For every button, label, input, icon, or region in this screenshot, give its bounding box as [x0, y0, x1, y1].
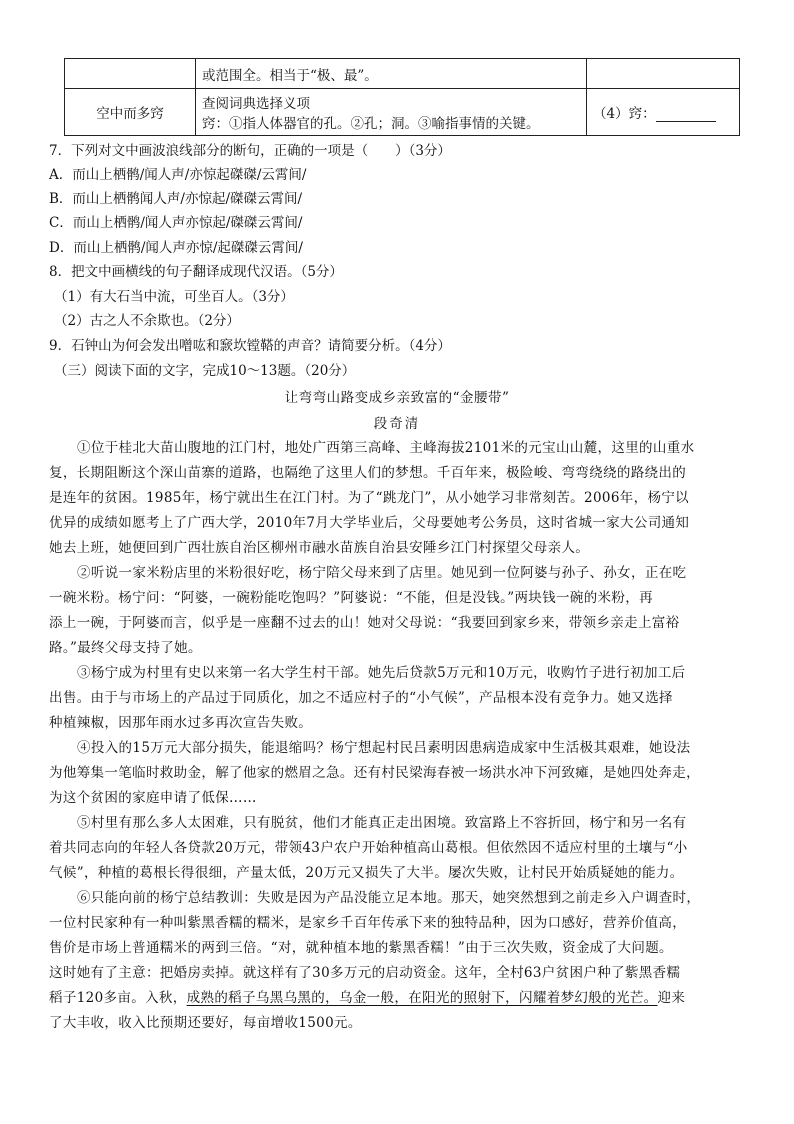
definition-text: 窍：①指人体器官的孔。②孔；洞。③喻指事情的关键。	[202, 116, 540, 132]
vocab-table	[64, 58, 740, 136]
option-d: D．而山上栖鹘/闻人声亦惊/起磔磔云霄间/	[49, 240, 303, 256]
article-line: 为他筹集一笔临时救助金，解了他家的燃眉之急。还有村民梁海春被一场洪水冲下河致瘫，是她四处奔走，	[49, 765, 700, 781]
article-line: 路。”最终父母支持了她。	[49, 640, 202, 656]
question-8-2: （2）古之人不余欺也。（2分）	[54, 313, 240, 329]
article-line	[49, 988, 744, 1008]
article-text: 迎来	[657, 990, 686, 1006]
definition-heading: 查阅词典选择义项	[202, 96, 310, 112]
article-line: 添上一碗，于阿婆而言，似乎是一座翻不过去的山！她对父母说：“我要回到家乡来，带领乡亲走上富裕	[49, 615, 680, 631]
answer-blank[interactable]	[656, 107, 716, 122]
article-line: 一碗米粉。杨宁问：“阿婆，一碗粉能吃饱吗？”阿婆说：“不能，但是没钱。”两块钱一碗的米粉，再	[49, 590, 653, 606]
article-line: ①位于桂北大苗山腹地的江门村，地处广西第三高峰、主峰海拔2101米的元宝山山麓，这里的山重水	[77, 440, 695, 456]
table-row	[65, 59, 740, 89]
table-cell: 或范围全。相当于“极、最”。	[196, 59, 587, 89]
article-line: 着共同志向的年轻人各贷款20万元，带领43户农户开始种植高山葛根。但依然因不适应村里的土壤与“小	[49, 840, 688, 856]
underlined-sentence: 成熟的稻子乌黑乌黑的，乌金一般，在阳光的照射下，闪耀着梦幻般的光芒。	[186, 990, 658, 1006]
article-line: 了大丰收，收入比预期还要好，每亩增收1500元。	[49, 1015, 362, 1031]
question-8: 8．把文中画横线的句子翻译成现代汉语。（5分）	[49, 264, 343, 280]
article-author: 段奇清	[373, 416, 421, 432]
table-cell	[65, 59, 196, 89]
answer-label: （4）窍：	[593, 106, 656, 122]
table-cell	[587, 59, 740, 89]
question-7: 7．下列对文中画波浪线部分的断句，正确的一项是（ ）（3分）	[49, 143, 451, 159]
question-8-1: （1）有大石当中流，可坐百人。（3分）	[54, 289, 294, 305]
article-line: 出售。由于与市场上的产品过于同质化，加之不适应村子的“小气候”，产品根本没有竞争力。她又选择	[49, 690, 673, 706]
article-line: 种植辣椒，因那年雨水过多再次宣告失败。	[49, 715, 313, 731]
article-line: ②听说一家米粉店里的米粉很好吃，杨宁陪父母来到了店里。她见到一位阿婆与孙子、孙女，正在吃	[77, 565, 687, 581]
article-line: ⑥只能向前的杨宁总结教训：失败是因为产品没能立足本地。那天，她突然想到之前走乡入户调查时，	[77, 890, 701, 906]
article-line: 为这个贫困的家庭申请了低保……	[49, 790, 257, 806]
article-line: 复，长期阻断这个深山苗寨的道路，也隔绝了这里人们的梦想。千百年来，极险峻、弯弯绕绕的路绕出的	[49, 465, 687, 481]
article-line: 是连年的贫困。1985年，杨宁就出生在江门村。为了“跳龙门”，从小她学习非常刻苦。2006年，杨宁以	[49, 490, 690, 506]
article-title: 让弯弯山路变成乡亲致富的“金腰带”	[284, 390, 510, 406]
article-line: 她去上班，她便回到广西壮族自治区柳州市融水苗族自治县安陲乡江门村探望父母亲人。	[49, 540, 590, 556]
table-cell-answer	[587, 89, 740, 136]
article-line: ④投入的15万元大部分损失，能退缩吗？杨宁想起村民吕素明因患病造成家中生活极其艰难，她设法	[77, 740, 691, 756]
table-cell-term: 空中而多窍	[65, 89, 196, 136]
article-line: ③杨宁成为村里有史以来第一名大学生村干部。她先后贷款5万元和10万元，收购竹子进行初加工后	[77, 665, 686, 681]
article-line: 气候”，种植的葛根长得很细，产量太低，20万元又损失了大半。屡次失败，让村民开始质疑她的能力。	[49, 865, 684, 881]
article-text: 稻子120多亩。入秋，	[49, 990, 187, 1006]
article-line: ⑤村里有那么多人太困难，只有脱贫，他们才能真正走出困境。致富路上不容折回，杨宁和另一名有	[77, 815, 687, 831]
article-line: 优异的成绩如愿考上了广西大学，2010年7月大学毕业后，父母要她考公务员，这时省城一家大公司通知	[49, 515, 690, 531]
section-3-heading: （三）阅读下面的文字，完成10～13题。（20分）	[54, 363, 356, 379]
article-line: 售价是市场上普通糯米的两到三倍。“对，就种植本地的紫黑香糯！”由于三次失败，资金成了大问题。	[49, 940, 673, 956]
option-a: A．而山上栖鹘/闻人声/亦惊起磔磔/云霄间/	[49, 167, 307, 183]
question-9: 9．石钟山为何会发出噌吰和窾坎镗鞳的声音？请简要分析。（4分）	[49, 338, 451, 354]
table-row	[65, 89, 740, 136]
option-b: B．而山上栖鹘闻人声/亦惊起/磔磔云霄间/	[49, 191, 303, 207]
article-line: 一位村民家种有一种叫紫黑香糯的糯米，是家乡千百年传承下来的独特品种，因为口感好，营养价值高，	[49, 915, 687, 931]
article-line: 这时她有了主意：把婚房卖掉。就这样有了30多万元的启动资金。这年，全村63户贫困户种了紫黑香糯	[49, 965, 681, 981]
table-cell-definition	[196, 89, 587, 136]
option-c: C．而山上栖鹘/闻人声亦惊起/磔磔云霄间/	[49, 215, 303, 231]
